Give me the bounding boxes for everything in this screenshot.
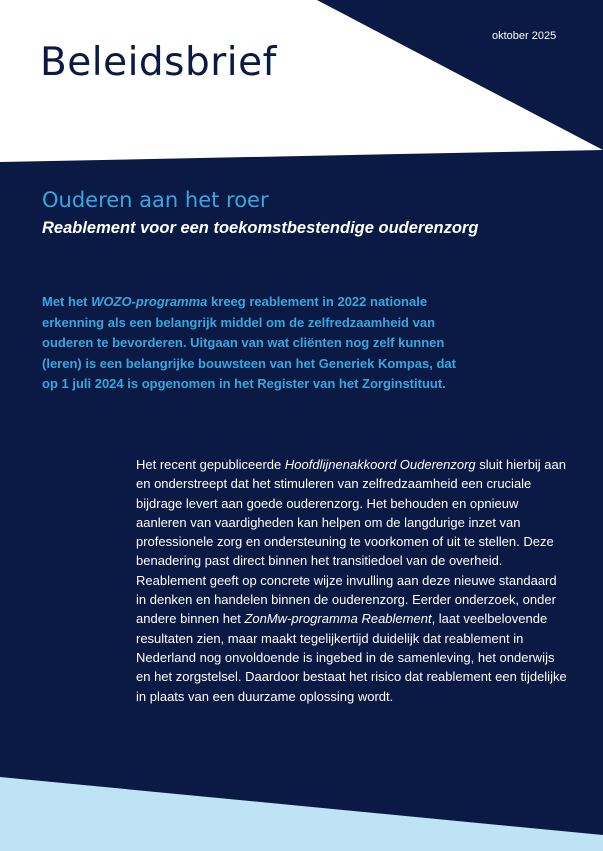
body-text-2: sluit hierbij aan en onderstreept dat het stimuleren van zelfredzaamheid een cruciale bijdrage levert aan goede ouderenzorg. Het behouden en opnieuw aanleren van vaardigheden kan helpen om de langdurige inzet van professionele zorg en ondersteuning te voorkomen of uit te stellen. Deze benadering past direct binnen het transitiedoel van de overheid. Reablement geeft op concrete wijze invulling aan deze nieuwe standaard in denken en handelen binnen de ouderenzorg. Eerder onderzoek, onder andere binnen het bbox=[136, 457, 566, 627]
intro-text-1: Met het bbox=[42, 294, 92, 309]
intro-program-name: WOZO-programma bbox=[91, 294, 208, 309]
page-subtitle: Reablement voor een toekomstbestendige ouderenzorg bbox=[42, 219, 479, 237]
body-italic-agreement: Hoofdlijnenakkoord Ouderenzorg bbox=[284, 457, 476, 472]
document-type-heading: Beleidsbrief bbox=[40, 40, 277, 85]
intro-text-2: kreeg reablement in 2022 nationale erkenning als een belangrijk middel om de zelfredzaamheid van ouderen te bevorderen. Uitgaan van wat cliënten nog zelf kunnen (leren) is een belangrijke bouwsteen van het Generiek Kompas, dat op 1 juli 2024 is opgenomen in het Register van het Zorginstituut. bbox=[42, 294, 456, 391]
publication-date: oktober 2025 bbox=[492, 30, 557, 42]
page-title: Ouderen aan het roer bbox=[42, 188, 269, 212]
body-italic-program: ZonMw-programma Reablement bbox=[244, 611, 432, 627]
body-paragraph bbox=[136, 455, 568, 706]
body-text-3: , laat veelbelovende resultaten zien, maar maakt tegelijkertijd duidelijk dat reablement in Nederland nog onvoldoende is ingebed in de samenleving, het onderwijs en het zorgstelsel. Daardoor bestaat het risico dat reablement een tijdelijke in plaats van een duurzame oplossing wordt. bbox=[136, 611, 567, 704]
intro-paragraph bbox=[42, 292, 462, 395]
body-text-1: Het recent gepubliceerde bbox=[136, 457, 285, 472]
